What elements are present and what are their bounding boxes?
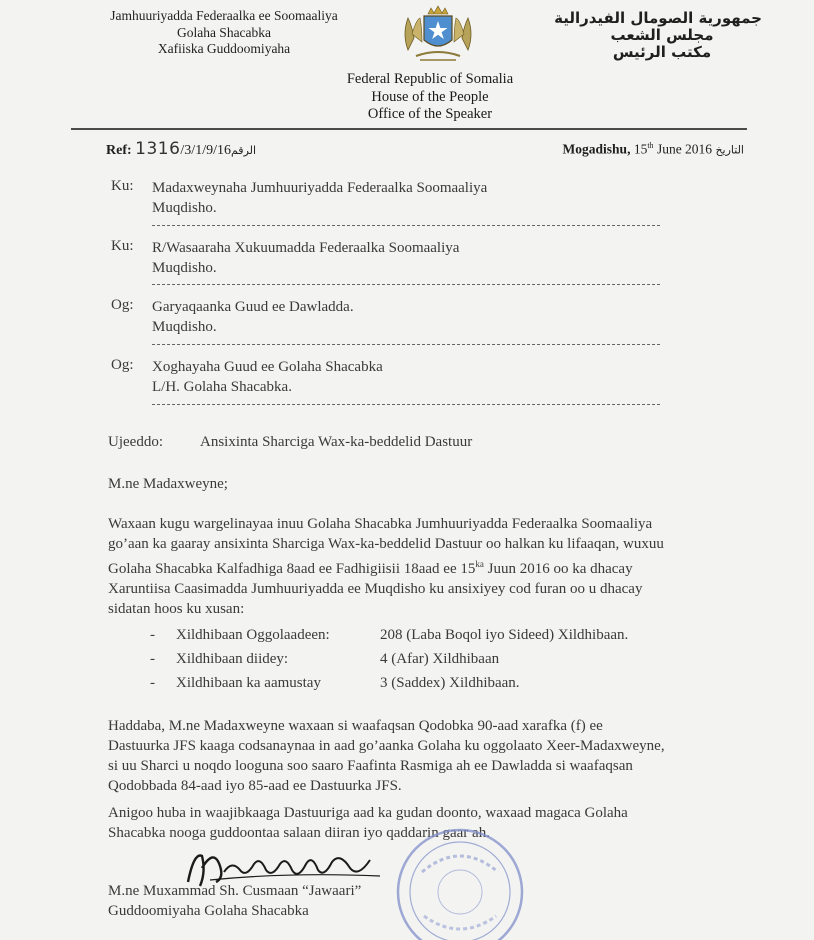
- header-somali-line: Xafiiska Guddoomiyaha: [157, 41, 291, 56]
- header-divider: [71, 128, 747, 130]
- salutation: M.ne Madaxweyne;: [108, 476, 228, 492]
- paragraph-line: [108, 554, 708, 579]
- date: [563, 141, 744, 158]
- reference-label: Ref:: [106, 143, 132, 158]
- paragraph-line: Anigoo hubа in waajibkaaga Dastuuriga aad ka gudan doonto, waxaad magaca Golaha: [108, 805, 628, 821]
- recipient-address: [152, 238, 652, 278]
- paragraph-request: [108, 716, 708, 796]
- header-english: [300, 71, 560, 124]
- header-somali-line: Golaha Shacabka: [176, 24, 272, 40]
- paragraph-line-part: Golaha Shacabka Kalfadhiga 8aad ee Fadhigiisii 18aad ee 15: [108, 561, 476, 577]
- signatory-name: M.ne Muxammad Sh. Cusmaan “Jawaari”: [108, 883, 362, 899]
- header-somali: [84, 8, 364, 58]
- recipient-line: R/Wasaaraha Xukuumadda Federaalka Soomaaliya: [152, 240, 460, 256]
- header-english-line: Federal Republic of Somalia: [346, 71, 514, 87]
- subject-text: Ansixinta Sharciga Wax-ka-beddelid Dastuur: [200, 434, 473, 450]
- paragraph-line: Dastuurka JFS kaaga codsanaynaa in aad go’aanka Golaha ku oggolaato Xeer-Madaxweyne,: [108, 738, 665, 754]
- ordinal-suffix: ka: [475, 559, 484, 569]
- paragraph-line: Waxaan kugu wargelinayaa inuu Golaha Shacabka Jumhuuriyadda Federaalka Soomaaliya: [108, 516, 653, 532]
- header-arabic-line: جمهورية الصومال الفيدرالية: [554, 9, 762, 27]
- somalia-coat-of-arms-icon: [398, 4, 478, 66]
- paragraph-line: Xaruntiisa Caasimadda Jumhuuriyadda ee Muqdisho ku ansixiyey cod furan oo u dhacay: [108, 581, 643, 597]
- recipient-address: [152, 297, 652, 337]
- reference-arabic-label: الرقم: [230, 144, 257, 157]
- date-month-year: June 2016: [656, 141, 713, 157]
- recipient-divider: [152, 225, 660, 226]
- recipient-label: Og:: [111, 297, 134, 313]
- vote-label: Xildhibaan ka aamustay: [176, 675, 321, 691]
- vote-bullet: -: [150, 651, 155, 667]
- recipient-line: Muqdisho.: [152, 260, 217, 276]
- vote-label: Xildhibaan diidey:: [176, 651, 289, 667]
- paragraph-line: sidatan hoos ku xusan:: [108, 601, 245, 617]
- header-arabic-line: مكتب الرئيس: [612, 43, 712, 61]
- vote-value: 4 (Afar) Xildhibaan: [380, 651, 500, 667]
- recipient-line: L/H. Golaha Shacabka.: [152, 379, 292, 395]
- recipient-line: Muqdisho.: [152, 319, 217, 335]
- date-city: Mogadishu,: [562, 141, 631, 157]
- header-arabic-line: مجلس الشعب: [610, 26, 714, 44]
- header-english-line: Office of the Speaker: [367, 106, 493, 122]
- official-seal-icon: [382, 820, 532, 940]
- paragraph-line: Haddaba, M.ne Madaxweyne waxaan si waafaqsan Qodobka 90-aad xarafka (f) ee: [108, 718, 603, 734]
- date-day: 15: [633, 141, 648, 157]
- subject-label: Ujeeddo:: [108, 434, 163, 450]
- recipient-divider: [152, 404, 660, 405]
- recipient-address: [152, 357, 652, 397]
- paragraph-line: Shacabka nooga guddoontaa salaan diiran iyo qaddarin gaar ah.: [108, 825, 490, 841]
- recipient-line: Garyaqaanka Guud ee Dawladda.: [152, 299, 354, 315]
- vote-label: Xildhibaan Oggolaadeen:: [176, 627, 330, 643]
- recipient-line: Madaxweynaha Jumhuuriyadda Federaalka Soomaaliya: [152, 180, 488, 196]
- paragraph-line: Qodobbada 84-aad iyo 85-aad ee Dastuurka JFS.: [108, 778, 402, 794]
- reference-code: /3/1/9/16: [180, 143, 231, 158]
- header-somali-line: Jamhuuriyadda Federaalka ee Soomaaliya: [110, 8, 338, 23]
- date-day-suffix: th: [647, 141, 654, 150]
- vote-bullet: -: [150, 627, 155, 643]
- header-arabic: [554, 9, 762, 61]
- vote-value: 208 (Laba Boqol iyo Sideed) Xildhibaan.: [380, 627, 629, 643]
- date-arabic-label: التاريخ: [715, 143, 744, 157]
- signatory-title: Guddoomiyaha Golaha Shacabka: [108, 903, 309, 919]
- recipient-line: Muqdisho.: [152, 200, 217, 216]
- paragraph-notification: [108, 514, 708, 619]
- vote-value: 3 (Saddex) Xildhibaan.: [380, 675, 520, 691]
- recipient-divider: [152, 284, 660, 285]
- recipient-label: Og:: [111, 357, 134, 373]
- paragraph-line: go’aan ka gaaray ansixinta Sharciga Wax-ka-beddelid Dastuur oo halkan ku lifaaqan, wuxuu: [108, 536, 664, 552]
- recipient-line: Xoghayaha Guud ee Golaha Shacabka: [152, 359, 383, 375]
- recipient-label: Ku:: [111, 178, 134, 194]
- paragraph-line: si uu Sharci u noqdo looguna soo saaro Faafinta Rasmiga ah ee Dawladda si waafaqsan: [108, 758, 633, 774]
- vote-bullet: -: [150, 675, 155, 691]
- reference: [106, 139, 256, 159]
- header-english-line: House of the People: [371, 88, 489, 105]
- recipient-label: Ku:: [111, 238, 134, 254]
- reference-number: 1316: [135, 139, 181, 159]
- recipient-divider: [152, 344, 660, 345]
- recipient-address: [152, 178, 652, 218]
- paragraph-line-part: Juun 2016 oo ka dhacay: [487, 561, 633, 577]
